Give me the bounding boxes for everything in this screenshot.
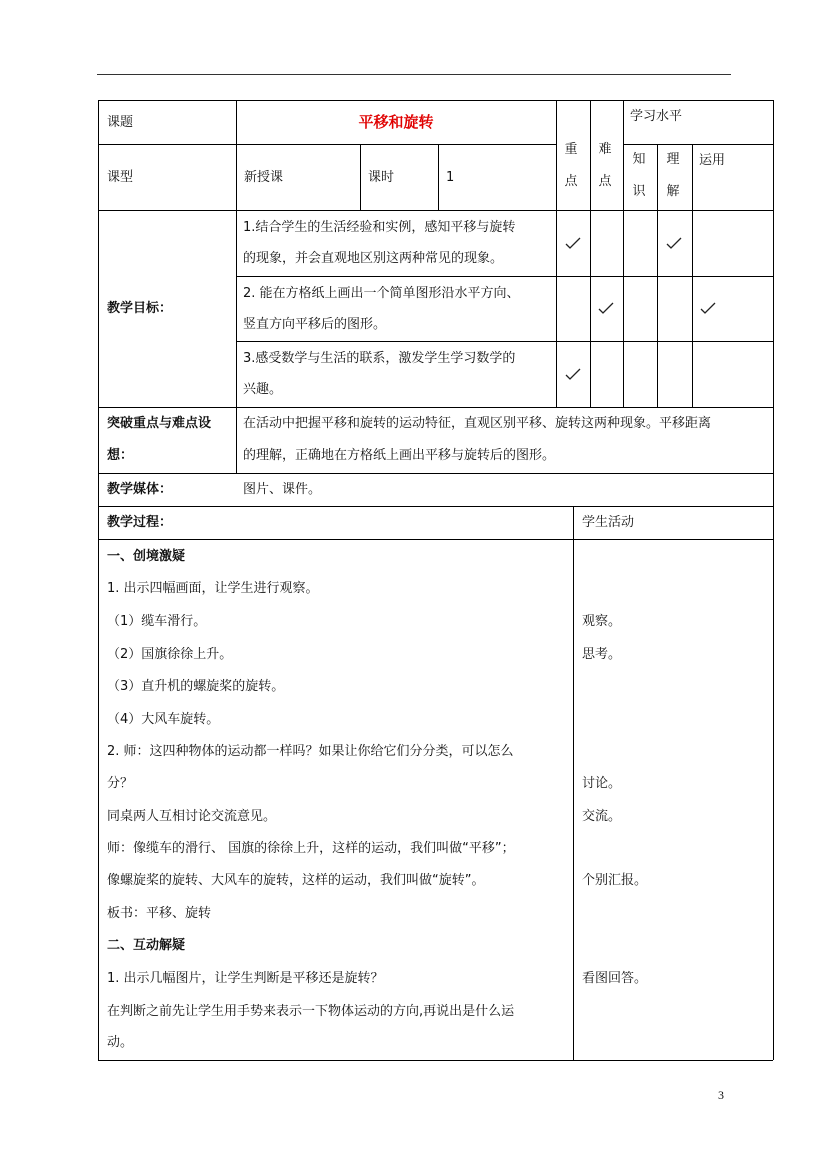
- process-line: 分？: [107, 776, 134, 791]
- page-number: 3: [718, 1088, 724, 1102]
- understand-label: [663, 144, 683, 208]
- breakthrough-label-line2: 想：: [107, 448, 134, 463]
- process-line: 同桌两人互相讨论交流意见。: [107, 809, 277, 824]
- process-line: 像螺旋桨的旋转、大风车的旋转，这样的运动，我们叫做“旋转”。: [107, 873, 485, 888]
- goal-1-line2: 的现象，并会直观地区别这两种常见的现象。: [243, 251, 504, 266]
- media-value: 图片、课件。: [243, 482, 322, 497]
- process-line: （1）缆车滑行。: [107, 614, 207, 629]
- check-icon: [665, 234, 683, 252]
- process-line: 1. 出示四幅画面，让学生进行观察。: [107, 581, 319, 596]
- student-activity: 个别汇报。: [582, 873, 648, 888]
- student-activity: 看图回答。: [582, 971, 648, 986]
- student-activity: 思考。: [582, 647, 622, 662]
- header-rule: [97, 74, 731, 75]
- difficulty-label: [595, 134, 615, 198]
- process-line: 在判断之前先让学生用手势来表示一下物体运动的方向,再说出是什么运: [107, 1004, 515, 1019]
- process-line: 一、创境激疑: [107, 549, 186, 564]
- check-icon: [564, 365, 582, 383]
- type-label: 课型: [107, 170, 134, 185]
- process-line: （3）直升机的螺旋桨的旋转。: [107, 679, 285, 694]
- goal-1-line1: 1.结合学生的生活经验和实例，感知平移与旋转: [243, 220, 516, 235]
- student-activity: 观察。: [582, 614, 622, 629]
- difficulty-label-text: 难点: [598, 142, 612, 189]
- process-line: 师：像缆车的滑行、 国旗的徐徐上升，这样的运动，我们叫做“平移”；: [107, 841, 515, 856]
- process-line: （4）大风车旋转。: [107, 712, 220, 727]
- hours-label: 课时: [368, 170, 395, 185]
- focus-label-text: 重点: [564, 142, 578, 189]
- process-line: （2）国旗徐徐上升。: [107, 647, 233, 662]
- goal-3-line2: 兴趣。: [243, 382, 283, 397]
- process-line: 2. 师：这四种物体的运动都一样吗？如果让你给它们分分类，可以怎么: [107, 744, 514, 759]
- student-activity: 交流。: [582, 809, 622, 824]
- process-line: 二、互动解疑: [107, 938, 186, 953]
- goal-3-line1: 3.感受数学与生活的联系，激发学生学习数学的: [243, 351, 516, 366]
- lesson-title: 平移和旋转: [358, 113, 434, 131]
- process-line: 1. 出示几幅图片，让学生判断是平移还是旋转？: [107, 971, 384, 986]
- goal-2-line1: 2. 能在方格纸上画出一个简单图形沿水平方向、: [243, 286, 520, 301]
- breakthrough-text-line2: 的理解，正确地在方格纸上画出平移与旋转后的图形。: [243, 448, 556, 463]
- know-label: [629, 144, 649, 208]
- level-label: 学习水平: [630, 109, 683, 124]
- know-label-text: 知识: [632, 152, 646, 199]
- goals-label: 教学目标：: [107, 301, 173, 316]
- check-icon: [564, 234, 582, 252]
- type-value: 新授课: [244, 170, 284, 185]
- focus-label: [561, 134, 581, 198]
- breakthrough-label-line1: 突破重点与难点设: [107, 416, 212, 431]
- apply-label: 运用: [699, 153, 726, 168]
- hours-value: 1: [446, 170, 455, 185]
- lesson-label: 课题: [107, 115, 134, 130]
- process-line: 板书：平移、旋转: [107, 906, 212, 921]
- process-line: 动。: [107, 1035, 134, 1050]
- student-activity: 讨论。: [582, 776, 622, 791]
- media-label: 教学媒体：: [107, 482, 173, 497]
- student-activity-label: 学生活动: [582, 515, 635, 530]
- breakthrough-text-line1: 在活动中把握平移和旋转的运动特征，直观区别平移、旋转这两种现象。平移距离: [243, 416, 712, 431]
- check-icon: [597, 299, 615, 317]
- understand-label-text: 理解: [666, 152, 680, 199]
- goal-2-line2: 竖直方向平移后的图形。: [243, 317, 387, 332]
- check-icon: [699, 299, 717, 317]
- process-label: 教学过程：: [107, 515, 173, 530]
